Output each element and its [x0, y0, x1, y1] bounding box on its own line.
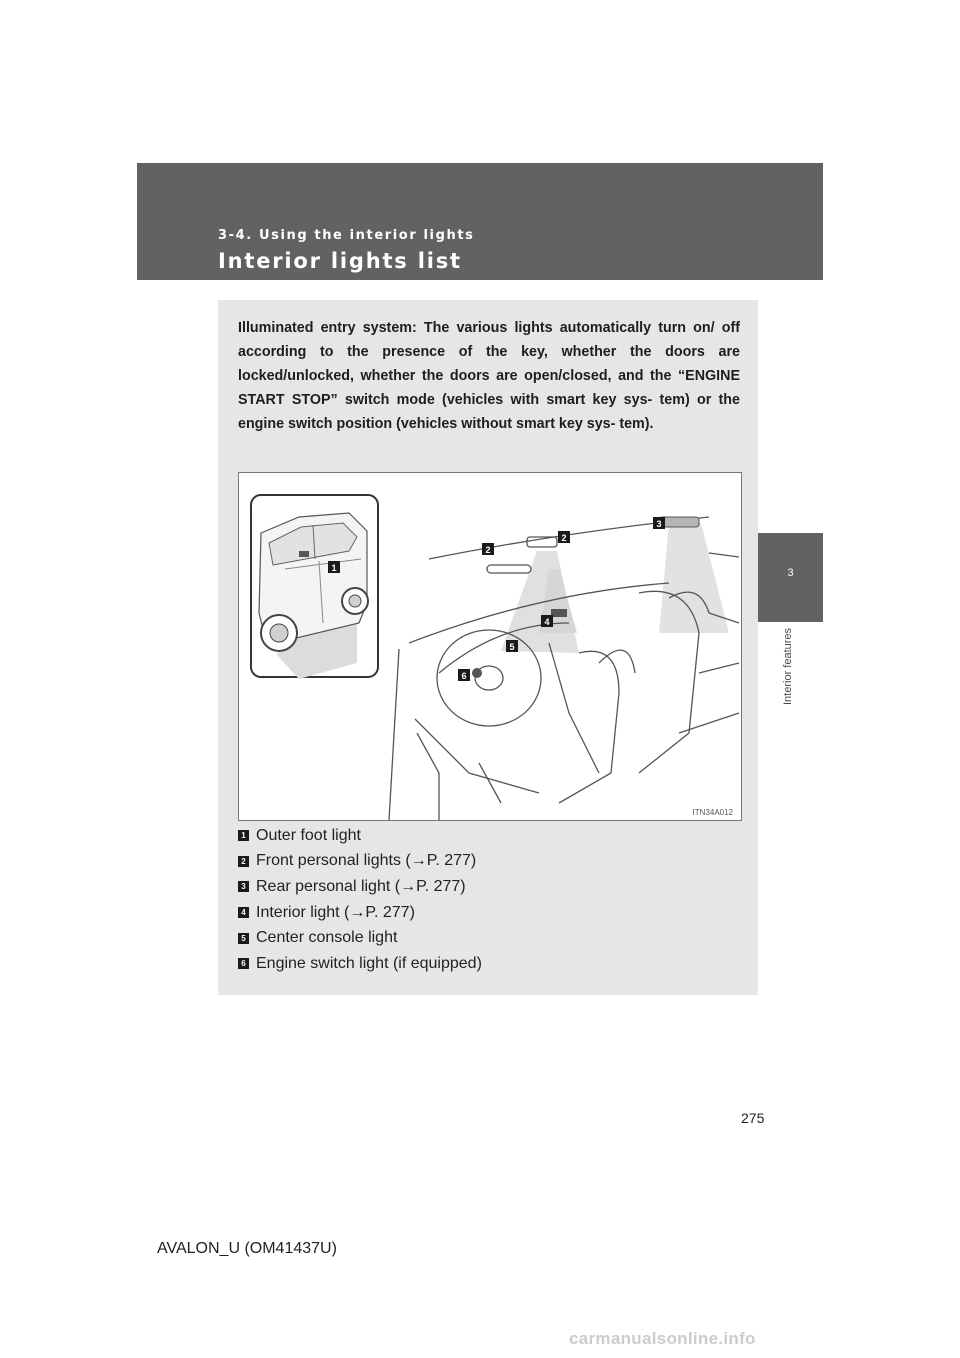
- page-number: 275: [741, 1110, 765, 1126]
- legend-number: 5: [238, 933, 249, 944]
- callout-6: [458, 669, 470, 681]
- chapter-label: Interior features: [782, 628, 794, 706]
- legend-text: Engine switch light (if equipped): [256, 954, 482, 972]
- callout-2b: [558, 531, 570, 543]
- exterior-car-inset: [251, 495, 378, 679]
- callout-4: [541, 615, 553, 627]
- legend-item: [238, 874, 740, 900]
- legend-text: Front personal lights (→P. 277): [256, 852, 477, 870]
- page-title: Interior lights list: [218, 249, 462, 273]
- callout-label: 2: [561, 533, 567, 543]
- legend-list: [238, 823, 740, 977]
- callout-label: 4: [544, 617, 550, 627]
- callout-label: 2: [485, 545, 491, 555]
- section-label: 3-4. Using the interior lights: [218, 228, 475, 243]
- legend-text: Interior light (→P. 277): [256, 903, 415, 921]
- callout-1: [328, 561, 340, 573]
- legend-item: [238, 925, 740, 951]
- chapter-number: 3: [787, 567, 794, 579]
- callout-label: 5: [509, 642, 515, 652]
- legend-item: [238, 951, 740, 977]
- callout-5: [506, 640, 518, 652]
- legend-text: Rear personal light (→P. 277): [256, 877, 466, 895]
- legend-number: 2: [238, 856, 249, 867]
- legend-number: 1: [238, 830, 249, 841]
- legend-item: [238, 849, 740, 875]
- watermark: carmanualsonline.info: [569, 1329, 756, 1348]
- interior-lights-illustration: [238, 472, 742, 821]
- callout-label: 6: [461, 671, 467, 681]
- legend-item: [238, 900, 740, 926]
- callout-label: 3: [656, 519, 662, 529]
- chapter-tab[interactable]: [758, 533, 823, 622]
- legend-number: 3: [238, 881, 249, 892]
- legend-text: Outer foot light: [256, 826, 361, 844]
- callout-2a: [482, 543, 494, 555]
- figure-code: ITN34A012: [692, 808, 733, 817]
- document-code: AVALON_U (OM41437U): [157, 1240, 337, 1257]
- legend-number: 6: [238, 958, 249, 969]
- callout-label: 1: [331, 563, 337, 573]
- legend-text: Center console light: [256, 929, 398, 947]
- intro-paragraph: Illuminated entry system: The various lights automatically turn on/ off according to the presence of the key, whether the doors are locked/unlocked, whether the doors are open/closed, and the “ENGINE START STOP” switch mode (vehicles with smart key sys- tem) or the engine switch position (vehicles without smart key sys- tem).: [238, 320, 740, 432]
- legend-item: [238, 823, 740, 849]
- callout-3: [653, 517, 665, 529]
- legend-number: 4: [238, 907, 249, 918]
